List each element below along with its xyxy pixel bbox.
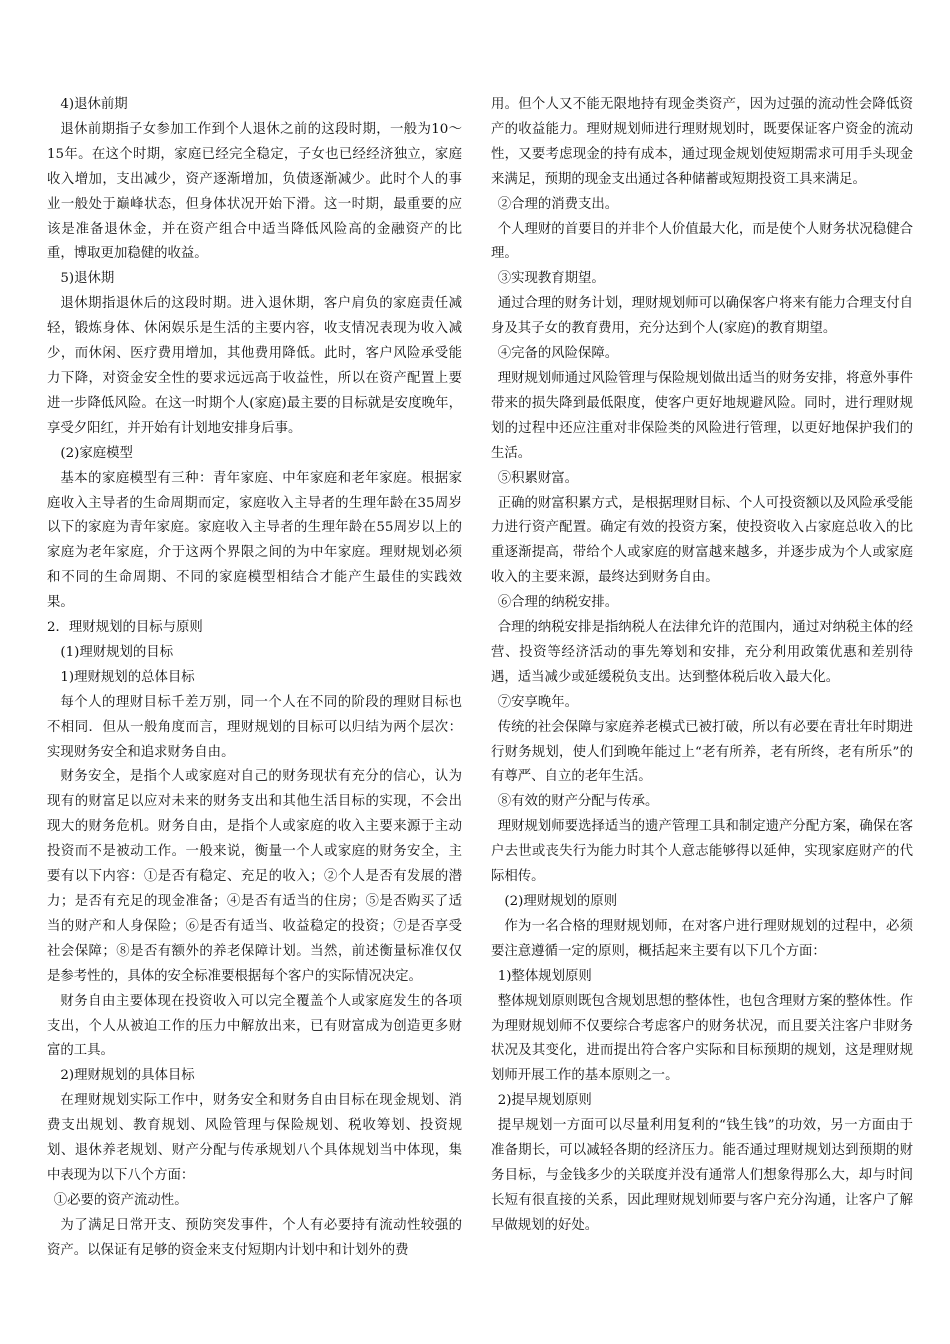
paragraph: ④完备的风险保障。 xyxy=(497,346,619,362)
paragraph: 正确的财富积累方式，是根据理财目标、个人可投资额以及风险承受能力进行资产配置。确定有效的投资方案，使投资收入占家庭总收入的比重逐渐提高，带给个人或家庭的财富越来越多，并逐步成为个人或家庭收入的主要来源，最终达到财务自由。 xyxy=(491,495,913,586)
paragraph: 传统的社会保障与家庭养老模式已被打破，所以有必要在青壮年时期进行财务规划，使人们到晚年能过上“老有所养，老有所终，老有所乐”的有尊严、自立的老年生活。 xyxy=(491,719,913,785)
paragraph: 在理财规划实际工作中，财务安全和财务自由目标在现金规划、消费支出规划、教育规划、风险管理与保险规划、税收筹划、投资规划、退休养老规划、财产分配与传承规划八个具体规划当中体现，集中表现为以下八个方面： xyxy=(47,1093,462,1183)
paragraph: 基本的家庭模型有三种：青年家庭、中年家庭和老年家庭。根据家庭收入主导者的生命周期而定，家庭收入主导者的生理年龄在35周岁以下的家庭为青年家庭。家庭收入主导者的生理年龄在55周岁以上的家庭为老年家庭，介于这两个界限之间的为中年家庭。理财规划必须和不同的生命周期、不同的家庭模型相结合才能产生最佳的实践效果。 xyxy=(47,470,462,611)
paragraph: 退休前期指子女参加工作到个人退休之前的这段时期，一般为10～15年。在这个时期，家庭已经完全稳定，子女也已经经济独立，家庭收入增加，支出减少，资产逐渐增加，负债逐渐减少。此时个人的事业一般处于巅峰状态，但身体状况开始下滑。这一时期，最重要的应该是准备退休金，并在资产组合中适当降低风险高的金融资产的比重，博取更加稳健的收益。 xyxy=(47,121,462,262)
paragraph: 提早规划一方面可以尽量利用复利的“钱生钱”的功效，另一方面由于准备期长，可以减轻各期的经济压力。能否通过理财规划达到预期的财务目标，与金钱多少的关联度并没有通常人们想象得那么大，却与时间长短有很直接的关系，因此理财规划师要与客户充分沟通，让客户了解早做规划的好处。 xyxy=(491,1118,913,1233)
paragraph: 理财规划师通过风险管理与保险规划做出适当的财务安排，将意外事件带来的损失降到最低限度，使客户更好地规避风险。同时，进行理财规划的过程中还应注重对非保险类的风险进行管理，以更好地保护我们的生活。 xyxy=(491,370,913,461)
paragraph: 每个人的理财目标千差万别，同一个人在不同的阶段的理财目标也不相同．但从一般角度而言，理财规划的目标可以归结为两个层次：实现财务安全和追求财务自由。 xyxy=(47,694,462,760)
paragraph: 退休期指退休后的这段时期。进入退休期，客户肩负的家庭责任减轻，锻炼身体、休闲娱乐是生活的主要内容，收支情况表现为收入减少，而休闲、医疗费用增加，其他费用降低。此时，客户风险承受能力下降，对资金安全性的要求远远高于收益性，所以在资产配置上要进一步降低风险。在这一时期个人(家庭)最主要的目标就是安度晚年，享受夕阳红，并开始有计划地安排身后事。 xyxy=(47,296,462,436)
paragraph: ⑥合理的纳税安排。 xyxy=(497,595,619,611)
paragraph: ②合理的消费支出。 xyxy=(497,196,619,212)
paragraph: (2)理财规划的原则 xyxy=(504,894,618,909)
paragraph: ⑦安享晚年。 xyxy=(497,694,579,710)
paragraph: (2)家庭模型 xyxy=(60,445,133,461)
paragraph: 理财规划师要选择适当的遗产管理工具和制定遗产分配方案，确保在客户去世或丧失行为能力时其个人意志能够得以延伸，实现家庭财产的代际相传。 xyxy=(491,819,913,885)
right-column xyxy=(491,93,913,1239)
paragraph: 财务自由主要体现在投资收入可以完全覆盖个人或家庭发生的各项支出，个人从被迫工作的压力中解放出来，已有财富成为创造更多财富的工具。 xyxy=(47,993,462,1059)
left-column xyxy=(47,93,462,1264)
paragraph: 1)整体规划原则 xyxy=(497,968,592,984)
paragraph: 2)提早规划原则 xyxy=(497,1093,592,1109)
paragraph: 用。但个人又不能无限地持有现金类资产，因为过强的流动性会降低资产的收益能力。理财规划师进行理财规划时，既要保证客户资金的流动性，又要考虑现金的持有成本，通过现金规划使短期需求可用手头现金来满足，预期的现金支出通过各种储蓄或短期投资工具来满足。 xyxy=(491,97,913,187)
paragraph: ⑧有效的财产分配与传承。 xyxy=(497,794,659,810)
paragraph: 财务安全，是指个人或家庭对自己的财务现状有充分的信心，认为现有的财富足以应对未来的财务支出和其他生活目标的实现，不会出现大的财务危机。财务自由，是指个人或家庭的收入主要来源于主动投资而不是被动工作。一般来说，衡量一个人或家庭的财务安全，主要有以下内容：①是否有稳定、充足的收入；②个人是否有发展的潜力；是否有充足的现金准备；④是否有适当的住房；⑤是否购买了适当的财产和人身保险；⑥是否有适当、收益稳定的投资；⑦是否享受社会保障；⑧是否有额外的养老保障计划。当然，前述衡量标准仅仅是参考性的，具体的安全标准要根据每个客户的实际情况决定。 xyxy=(47,769,462,984)
paragraph: 5)退休期 xyxy=(60,271,115,287)
paragraph: 整体规划原则既包含规划思想的整体性，也包含理财方案的整体性。作为理财规划师不仅要综合考虑客户的财务状况，而且要关注客户非财务状况及其变化，进而提出符合客户实际和目标预期的规划，这是理财规划师开展工作的基本原则之一。 xyxy=(491,993,913,1084)
paragraph: 个人理财的首要目的并非个人价值最大化，而是使个人财务状况稳健合理。 xyxy=(491,221,913,262)
paragraph: 4)退休前期 xyxy=(60,97,128,112)
paragraph: ①必要的资产流动性。 xyxy=(53,1192,188,1208)
paragraph: (1)理财规划的目标 xyxy=(60,644,174,660)
section-heading: 2．理财规划的目标与原则 xyxy=(47,620,203,636)
paragraph: 2)理财规划的具体目标 xyxy=(60,1068,195,1084)
paragraph: 1)理财规划的总体目标 xyxy=(60,669,195,685)
paragraph: 为了满足日常开支、预防突发事件，个人有必要持有流动性较强的资产。以保证有足够的资金来支付短期内计划中和计划外的费 xyxy=(47,1217,462,1258)
paragraph: 通过合理的财务计划，理财规划师可以确保客户将来有能力合理支付自身及其子女的教育费用，充分达到个人(家庭)的教育期望。 xyxy=(491,296,913,337)
paragraph: 作为一名合格的理财规划师，在对客户进行理财规划的过程中，必须要注意遵循一定的原则，概括起来主要有以下几个方面： xyxy=(491,918,913,959)
paragraph: ⑤积累财富。 xyxy=(497,470,579,486)
paragraph: ③实现教育期望。 xyxy=(497,271,605,287)
paragraph: 合理的纳税安排是指纳税人在法律允许的范围内，通过对纳税主体的经营、投资等经济活动的事先筹划和安排，充分利用政策优惠和差别待遇，适当减少或延缓税负支出。达到整体税后收入最大化。 xyxy=(491,620,913,685)
